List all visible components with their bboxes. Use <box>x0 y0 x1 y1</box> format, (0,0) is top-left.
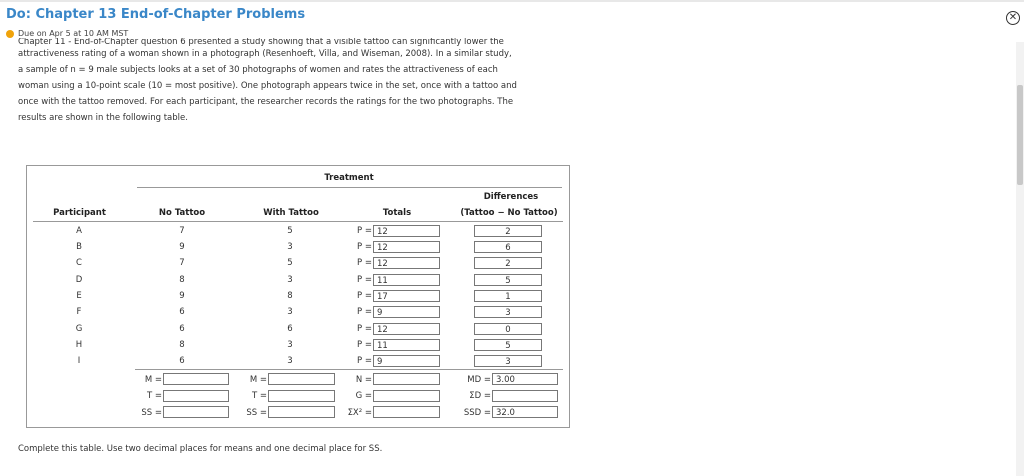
participant-cell: A <box>76 226 82 236</box>
ss-no-tattoo-input[interactable] <box>163 406 229 418</box>
difference-input[interactable]: 3 <box>474 355 542 367</box>
differences-header: Differences <box>483 192 539 202</box>
problem-line: a sample of n = 9 male subjects looks at a set of 30 photographs of women and rates the attractiveness of each <box>18 65 498 75</box>
participant-cell: E <box>76 291 82 301</box>
t-label: T = <box>251 391 267 401</box>
col-totals: Totals <box>382 208 412 218</box>
g-label: G = <box>355 391 372 401</box>
with-tattoo-cell: 3 <box>287 340 293 350</box>
t-label: T = <box>146 391 162 401</box>
difference-input[interactable]: 2 <box>474 257 542 269</box>
total-input[interactable]: 11 <box>373 274 440 286</box>
no-tattoo-cell: 7 <box>179 258 185 268</box>
n-input[interactable] <box>373 373 440 385</box>
participant-cell: I <box>77 356 81 366</box>
sum-x-squared-label: ΣX² = <box>347 408 372 418</box>
page-title: Do: Chapter 13 End-of-Chapter Problems <box>6 7 306 22</box>
total-label: P = <box>357 291 372 301</box>
no-tattoo-cell: 8 <box>179 275 185 285</box>
col-with-tattoo: With Tattoo <box>263 208 319 218</box>
instructions: Complete this table. Use two decimal places for means and one decimal place for SS. <box>18 444 383 454</box>
total-input[interactable]: 12 <box>373 323 440 335</box>
with-tattoo-cell: 3 <box>287 356 293 366</box>
problem-line: once with the tattoo removed. For each participant, the researcher records the ratings for the two photographs. The <box>18 97 514 107</box>
participant-cell: B <box>76 242 82 252</box>
due-text: Due on Apr 5 at 10 AM MST <box>18 29 129 38</box>
treatment-divider <box>137 187 562 188</box>
problem-line: woman using a 10-point scale (10 = most positive). One photograph appears twice in the set, once with a tattoo and <box>18 81 517 91</box>
total-input[interactable]: 9 <box>373 306 440 318</box>
treatment-header: Treatment <box>324 173 374 183</box>
participant-cell: H <box>75 340 83 350</box>
problem-line: Chapter 11 - End-of-Chapter question 6 presented a study showing that a visible tattoo can significantly lower the <box>18 38 504 46</box>
difference-input[interactable]: 1 <box>474 290 542 302</box>
total-label: P = <box>357 340 372 350</box>
ssd-input[interactable]: 32.0 <box>492 406 558 418</box>
ss-label: SS = <box>246 408 267 418</box>
with-tattoo-cell: 5 <box>287 258 293 268</box>
total-input[interactable]: 12 <box>373 241 440 253</box>
no-tattoo-cell: 6 <box>179 356 185 366</box>
ss-with-tattoo-input[interactable] <box>268 406 335 418</box>
md-label: MD = <box>467 375 491 385</box>
difference-input[interactable]: 2 <box>474 225 542 237</box>
total-label: P = <box>357 307 372 317</box>
sum-d-input[interactable] <box>492 390 558 402</box>
no-tattoo-cell: 6 <box>179 307 185 317</box>
m-with-tattoo-input[interactable] <box>268 373 335 385</box>
n-label: N = <box>355 375 372 385</box>
total-label: P = <box>357 226 372 236</box>
total-label: P = <box>357 275 372 285</box>
due-date <box>6 29 128 38</box>
g-input[interactable] <box>373 390 440 402</box>
m-label: M = <box>144 375 162 385</box>
due-clock-icon <box>6 30 14 38</box>
no-tattoo-cell: 8 <box>179 340 185 350</box>
total-input[interactable]: 12 <box>373 225 440 237</box>
participant-cell: F <box>76 307 82 317</box>
t-with-tattoo-input[interactable] <box>268 390 335 402</box>
no-tattoo-cell: 9 <box>179 291 185 301</box>
with-tattoo-cell: 3 <box>287 242 293 252</box>
col-no-tattoo: No Tattoo <box>158 208 206 218</box>
scrollbar-thumb[interactable] <box>1017 85 1023 185</box>
difference-input[interactable]: 5 <box>474 274 542 286</box>
difference-input[interactable]: 0 <box>474 323 542 335</box>
total-label: P = <box>357 324 372 334</box>
md-input[interactable]: 3.00 <box>492 373 558 385</box>
m-label: M = <box>249 375 267 385</box>
total-input[interactable]: 11 <box>373 339 440 351</box>
col-participant: Participant <box>53 208 106 218</box>
with-tattoo-cell: 3 <box>287 275 293 285</box>
participant-cell: D <box>75 275 83 285</box>
no-tattoo-cell: 9 <box>179 242 185 252</box>
total-label: P = <box>357 242 372 252</box>
with-tattoo-cell: 6 <box>287 324 293 334</box>
sum-d-label: ΣD = <box>469 391 491 401</box>
ssd-label: SSD = <box>463 408 491 418</box>
total-input[interactable]: 9 <box>373 355 440 367</box>
data-table <box>26 165 570 428</box>
m-no-tattoo-input[interactable] <box>163 373 229 385</box>
sum-x-squared-input[interactable] <box>373 406 440 418</box>
with-tattoo-cell: 8 <box>287 291 293 301</box>
total-input[interactable]: 17 <box>373 290 440 302</box>
col-differences: (Tattoo − No Tattoo) <box>460 208 558 218</box>
problem-text <box>18 38 583 126</box>
t-no-tattoo-input[interactable] <box>163 390 229 402</box>
problem-line: results are shown in the following table. <box>18 113 188 123</box>
total-label: P = <box>357 258 372 268</box>
page-header <box>0 0 1024 42</box>
with-tattoo-cell: 3 <box>287 307 293 317</box>
close-button[interactable]: ✕ <box>1006 11 1020 25</box>
header-divider <box>33 221 563 222</box>
difference-input[interactable]: 6 <box>474 241 542 253</box>
no-tattoo-cell: 7 <box>179 226 185 236</box>
total-label: P = <box>357 356 372 366</box>
difference-input[interactable]: 5 <box>474 339 542 351</box>
difference-input[interactable]: 3 <box>474 306 542 318</box>
problem-line: attractiveness rating of a woman shown in a photograph (Resenhoeft, Villa, and Wiseman, 2008). In a similar study, <box>18 49 512 59</box>
no-tattoo-cell: 6 <box>179 324 185 334</box>
total-input[interactable]: 12 <box>373 257 440 269</box>
participant-cell: C <box>76 258 82 268</box>
participant-cell: G <box>75 324 83 334</box>
with-tattoo-cell: 5 <box>287 226 293 236</box>
ss-label: SS = <box>141 408 162 418</box>
summary-divider <box>135 369 563 370</box>
